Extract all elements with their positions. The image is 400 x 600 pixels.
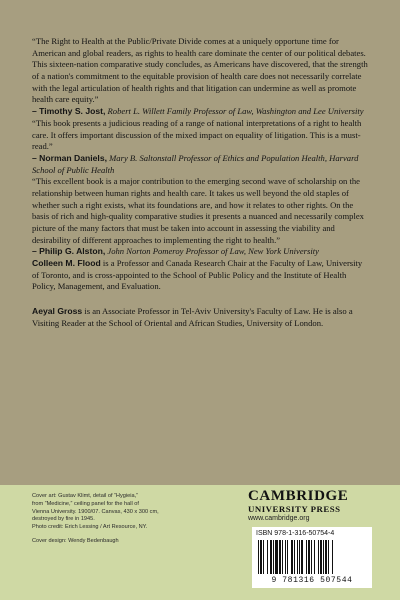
quote-1-text: “The Right to Health at the Public/Private Divide comes at a uniquely opportune time for American and global readers, as rights to health care dominate the center of our political debates. This sixteen-nation comparative study concludes, as Americans have discovered, that the strength of a nation's commitment to the equitable provision of health care does not necessarily correlate with the legal articulation of health rights and that litigation can undermine as well as promote health care equity.” — [32, 36, 368, 105]
barcode — [252, 527, 372, 588]
quote-3-author-title: John Norton Pomeroy Professor of Law, New York University — [107, 246, 319, 257]
back-cover-text — [32, 36, 368, 343]
bio-gross — [32, 306, 368, 329]
barcode-digits: 9 781316 507544 — [271, 576, 353, 585]
credit-line: from “Medicine,” ceiling panel for the hall of — [32, 500, 139, 507]
bio-gross-text: is an Associate Professor in Tel-Aviv University's Faculty of Law. He is also a Visiting Reader at the School of Oriental and African Studies, University of London. — [32, 306, 353, 328]
cover-credits — [32, 493, 177, 546]
quote-1-author-title: Robert L. Willett Family Professor of Law, Washington and Lee University — [107, 106, 364, 117]
quote-1-author: – Timothy S. Jost, — [32, 106, 106, 117]
bio-flood-text: is a Professor and Canada Research Chair at the Faculty of Law, University of Toronto, and is cross-appointed to the School of Public Policy and the Institute of Health Policy, Management, and Evaluation. — [32, 258, 363, 292]
isbn-label: ISBN 978-1-316-50754-4 — [256, 530, 335, 537]
quote-1-attribution — [32, 106, 368, 118]
credit-line: destroyed by fire in 1945. — [32, 516, 95, 523]
quote-3-attribution — [32, 246, 368, 258]
publisher-subname: UNIVERSITY PRESS — [248, 504, 341, 514]
credit-line: Cover art: Gustav Klimt, detail of “Hygieia,” — [32, 493, 139, 499]
barcode-bars — [256, 540, 368, 574]
quote-2-text: “This book presents a judicious reading of a range of national interpretations of a right to health care. It offers important discussion of the mixed impact on equality of litigation. This is a must-read.” — [32, 117, 362, 152]
quote-2-author: – Norman Daniels, — [32, 152, 107, 163]
quote-2-attribution — [32, 153, 368, 176]
publisher-url: www.cambridge.org — [248, 514, 310, 522]
bio-flood — [32, 258, 368, 293]
publisher-name: CAMBRIDGE — [248, 488, 349, 504]
credit-line: Photo credit: Erich Lessing / Art Resource, NY. — [32, 524, 148, 531]
quote-3-text: “This excellent book is a major contribution to the emerging second wave of scholarship on the relationship between human rights and health care. It takes us well beyond the old staples of whether such a right exists, what its foundations are, and how it relates to other rights. On the basis of rich and high-quality comparative studies it presents a nuanced and necessarily complex picture of the many factors that must be taken into account in assessing the viability and desirability of different approaches to implementing the right to health.” — [32, 176, 364, 245]
quote-2-author-title: Mary B. Saltonstall Professor of Ethics and Population Health, Harvard School of Public Health — [32, 152, 359, 175]
bio-flood-name: Colleen M. Flood — [32, 258, 101, 269]
publisher-logo — [248, 489, 376, 522]
bio-gross-name: Aeyal Gross — [32, 306, 83, 317]
cover-design-credit: Cover design: Wendy Bedenbaugh — [32, 538, 119, 545]
credit-line: Vienna University. 1900/07. Canvas, 430 x 300 cm, — [32, 508, 159, 515]
quote-3-author: – Philip G. Alston, — [32, 246, 106, 257]
